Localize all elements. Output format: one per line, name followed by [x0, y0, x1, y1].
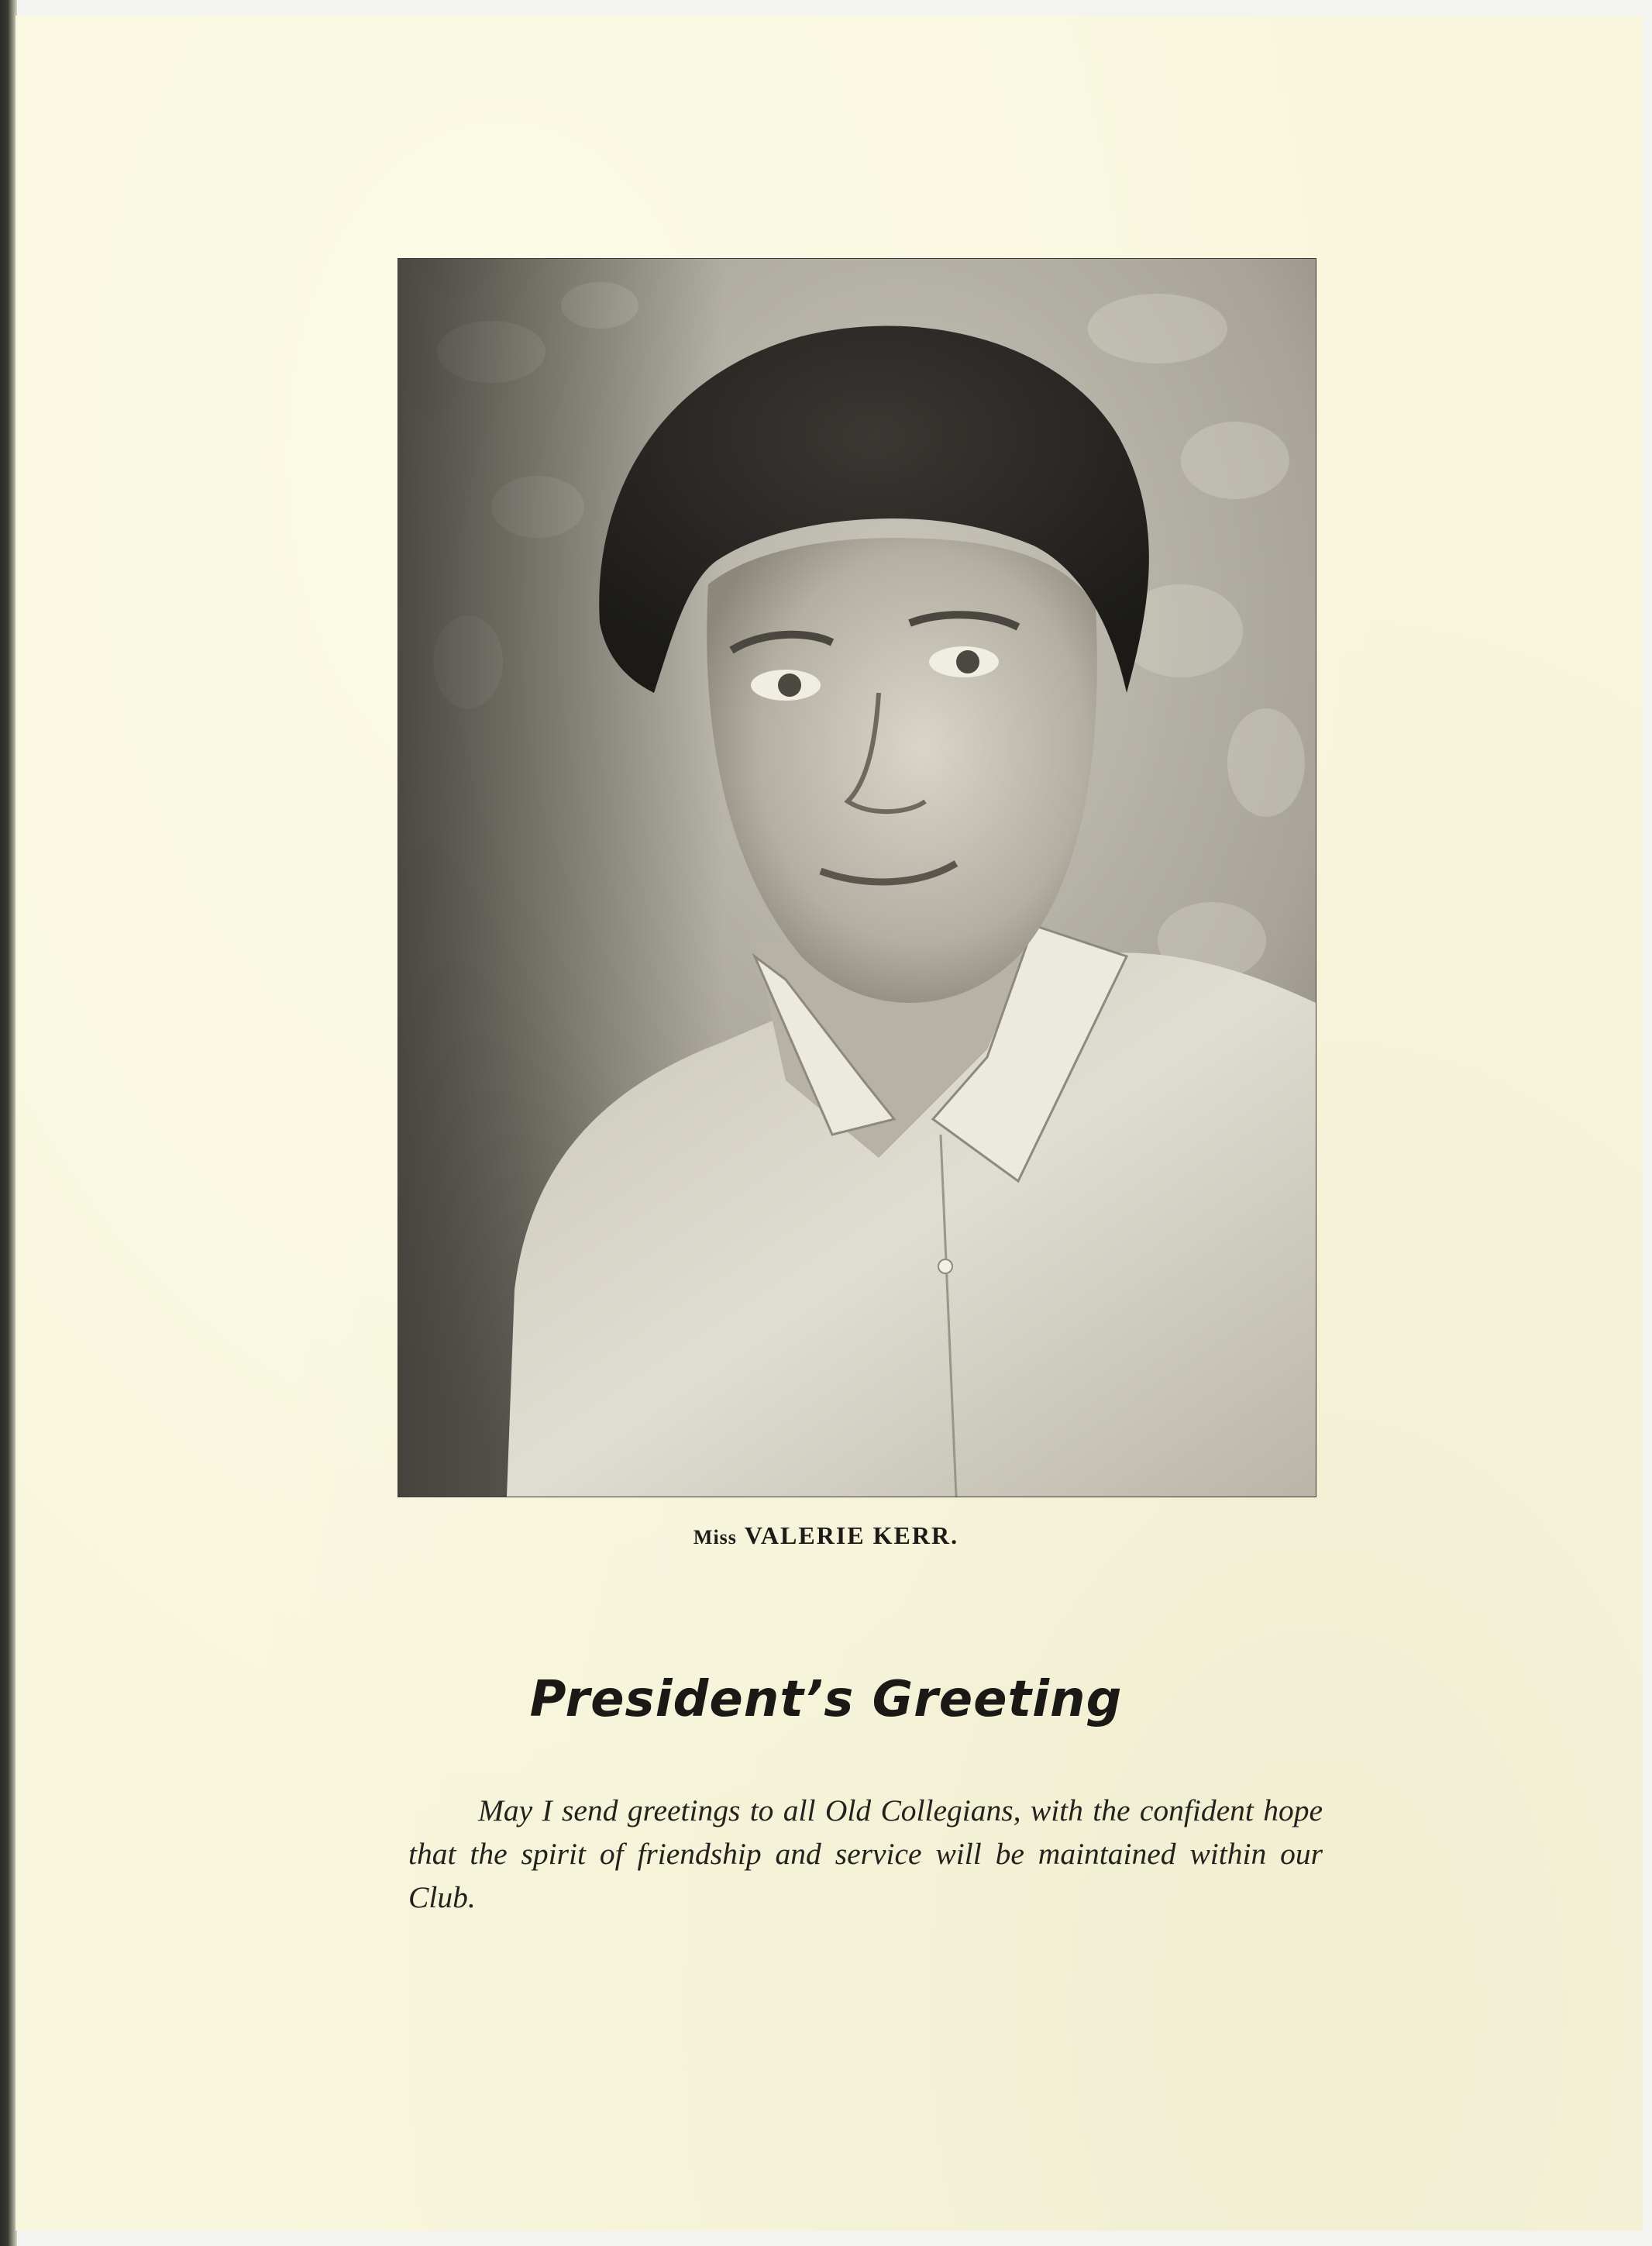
photo-caption — [0, 1521, 1652, 1550]
caption-title: Miss — [693, 1526, 737, 1548]
greeting-paragraph: May I send greetings to all Old Collegians, with the confident hope that the spirit of friendship and service will be maintained within our Club. — [408, 1793, 1323, 1914]
page-heading: President’s Greeting — [529, 1671, 1123, 1728]
portrait-photo — [398, 258, 1316, 1497]
caption-name: VALERIE KERR. — [744, 1521, 959, 1549]
binding-edge — [0, 0, 17, 2246]
